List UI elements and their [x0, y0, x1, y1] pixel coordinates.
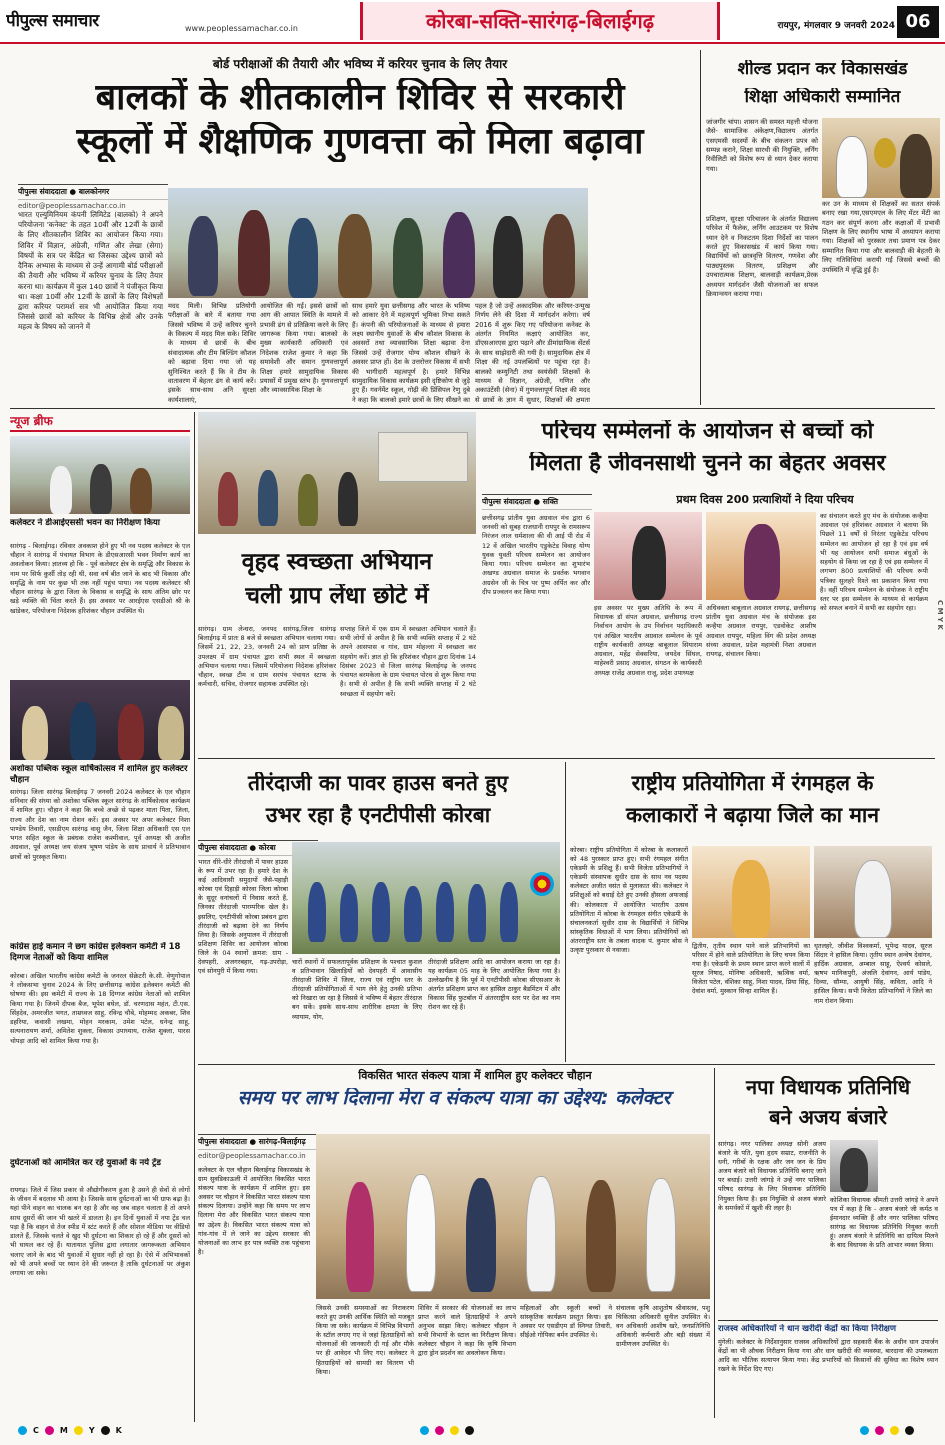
divider	[198, 758, 935, 759]
person-figure	[406, 1174, 436, 1292]
rangmahal-headline-1: राष्ट्रीय प्रतियोगिता में रंगमहल के	[631, 772, 874, 795]
yellow-dot	[74, 1426, 83, 1435]
person-figure	[840, 1148, 868, 1192]
student-figure	[543, 214, 575, 298]
parichay-byline: पीपुल्स संवाददाता ● सक्ति	[482, 494, 592, 510]
student-figure	[393, 218, 423, 298]
person-figure	[646, 1178, 676, 1292]
person-figure	[258, 470, 278, 526]
brief-2-title: अशोका पब्लिक स्कूल वार्षिकोत्सव में शामिल हुए कलेक्टर चौहान	[10, 764, 188, 785]
lead-byline: पीपुल्स संवाददाता ● बालकोनगर	[18, 184, 168, 200]
sankalp-col-4: महिलाओं और स्कूली बच्चों ने सांस्कृतिक कार्यक्रम प्रस्तुत किया। इस अवसर पर एसडीएम डॉ स्निग्धा तिवारी, सीईओ गोपिका बर्मन उपस्थित थे।	[520, 1304, 612, 1340]
person-figure	[836, 136, 868, 198]
dhan-body: मुंगेली। कलेक्टर के निर्देशानुसार राजस्व अधिकारियों द्वारा सहकारी बैंक के अधीन धान उपार्जन केंद्रों का भी औचक निरीक्षण किया गया और धान खरीदी की व्यवस्था, बारदाना की उपलब्धता आदि का भौतिक सत्यापन किया गया। केंद्र प्रभारियों को किसानों की सुविधा का विशेष ध्यान रखने के निर्देश दिए गए।	[718, 1338, 938, 1374]
lead-photo	[168, 188, 588, 298]
person-figure	[218, 472, 238, 526]
dhan-headline: राजस्व अधिकारियों ने धान खरीदी केंद्रों का किया निरीक्षण	[718, 1324, 897, 1334]
shield-intro: जांजगीर चांपा। शासन की समस्त महत्ती योजना जैसे- सामाजिक अंकेक्षण,विद्यालय अंतर्गत एसएमसी सदस्यों के बीच संकलन प्रपत्र को सम्पन्न कराने, शिक्षा सारथी की नियुक्ति, लर्निंग रिवीलिटी को विशेष रूप से ध्यान देकर कराया गया।	[706, 118, 818, 173]
divider	[718, 1320, 938, 1321]
sankalp-col-1: कलेक्टर के एल चौहान बिलाईगढ़ विकासखंड के ग्राम सुवडिकाऊली में आयोजित विकसित भारत संकल्प यात्रा के कार्यक्रम में शामिल हुए। इस अवसर पर चौहान ने विकसित भारत संकल्प यात्रा संकल्प दिलाया। उन्होंने कहा कि समय पर लाभ दिलाना मेरा और विकसित भारत संकल्प यात्रा का उद्देश्य है। विकसित भारत संकल्प यात्रा को गांव-गांव में ले जाने का उद्देश्य सरकार की योजनाओं का लाभ हर पात्र व्यक्ति तक पहुंचाना है।	[198, 1166, 310, 1256]
sankalp-headline: समय पर लाभ दिलाना मेरा व संकल्प यात्रा का उद्देश्य: कलेक्टर	[237, 1088, 671, 1109]
cleanliness-photo	[198, 412, 476, 534]
yellow-dot	[450, 1426, 459, 1435]
archery-byline: पीपुल्स संवाददाता ● कोरबा	[198, 840, 318, 856]
archer-figure	[308, 882, 326, 942]
parichay-subhead: प्रथम दिवस 200 प्रत्याशियों ने दिया परिचय	[676, 493, 854, 506]
person-figure	[158, 706, 184, 760]
person-figure	[900, 134, 932, 198]
person-figure	[338, 472, 358, 526]
archery-headline-1: तीरंदाजी का पावर हाउस बनते हुए	[247, 772, 509, 795]
rangmahal-col-2: धृतलहरे, जीवीश विश्वकर्मा, भूपेन्द्र यादव, सूरज सिंदार ने हासिल किया। तृतीय स्थान अन्वेष देवांगन, हार्दिक अग्रवाल, अम्बाल साहू, ऐश्वर्य कोसले, ऋषभ मानिकपुरी, अंजलि देवांगन, आर्य पांडेय, दिव्या, सौम्या, आयुषी सिंह, कविता, आदि ने हासिल किया। सभी विजेता प्रतिभागियों ने जिले का नाम रोशन किया।	[814, 942, 932, 1005]
cmyk-marks-left	[18, 1426, 122, 1435]
archery-col-3: तीरंदाजी प्रशिक्षण आदि का आयोजन कराया जा रहा है। यह कार्यक्रम 05 माह के लिए आयोजित किया गया है। उल्लेखनीय है कि पूर्व में एनटीपीसी कोरबा सीएसआर के अंतर्गत प्रशिक्षण प्राप्त कर हासिल ठाकुर बैडमिंटन में और विकास सिंह फुटबॉल में अंतरराष्ट्रीय स्तर पर देश का नाम रोशन कर रहे हैं।	[428, 958, 560, 1012]
banjare-col-2: कोशिका विधायक श्रीमती उत्तरी जांगड़े ने अपने पत्र में कहा है कि - अजय बंजारे जी कर्मठ व ईमानदार व्यक्ति हैं और नगर पालिका परिषद सारंगढ़ का विधायक प्रतिनिधि नियुक्त करती हूं। अजय बंजारे ने प्रतिनिधि का दायित्व मिलने के बाद विधायक के प्रति आभार व्यक्त किया।	[830, 1196, 938, 1250]
region-banner	[360, 2, 720, 40]
shield-col-2: कर उन के माध्यम से शिक्षकों का सतत संपर्क बनाए रखा गया,एसएमएल के लिए मेंटर मेंटी का गठन कर संपूर्ण करना और कक्षाओं में प्रभावी शिक्षण के लिए स्थानीय भाषा में अध्यापन कराया गया। शिक्षकों को पुरस्कार तथा प्रमाण पत्र देकर सम्मानित किया गया और बालवाड़ी की बेहतरी के लिए गतिविधियां करायी गईं जिससे बच्चों की उपस्थिति में वृद्धि हुई है।	[822, 200, 940, 274]
page-number: 06	[897, 6, 939, 38]
yellow-dot	[890, 1426, 899, 1435]
sankalp-kicker: विकसित भारत संकल्प यात्रा में शामिल हुए कलेक्टर चौहान	[358, 1069, 592, 1082]
sankalp-col-3: शिविर में सरकार की योजनाओं का लाभ प्राप्त करने वाले हितग्राहियों ने अपने अनुभव साझा किए। कलेक्टर चौहान ने सभी विभागों के स्टाल का निरीक्षण किया। कलेक्टर चौहान ने कहा कि कृषि विभाग द्वारा ड्रोन प्रदर्शन का अवलोकन किया।	[418, 1304, 516, 1358]
black-dot	[465, 1426, 474, 1435]
black-dot	[905, 1426, 914, 1435]
cyan-dot	[420, 1426, 429, 1435]
rangmahal-col-mid: द्वितीय, तृतीय स्थान पाने वाले प्रतिभागियों का परिसर में होने वाले प्रतियोगिता के लिए चयन किया गया है। एकेडमी के प्रथम स्थान प्राप्त करने वालों में सूरज निषाद, मोनिषा अधिकारी, ऋत्विक वर्मा, विजेता पटेल, वंशिका साहू, निशा यादव, प्रिया सिंह, देवांश वर्मा, मुस्कान सिन्हा शामिल हैं।	[692, 942, 810, 996]
brief-3-title: कांग्रेस हाई कमान ने छग कांग्रेस इलेक्शन कमेटी में 18 दिग्गज नेताओं को किया शामिल	[10, 942, 181, 963]
banjare-col-1: सारंगढ़। नगर पालिका अध्यक्ष सोनी अजय बंजारे के पति, युवा हृदय सम्राट, राजनीति के धनी, गरीबों के रक्षक और जन जन के प्रिय अजय बंजारे को विधायक प्रतिनिधि बनाए जाने पर बधाई। उत्तरी जांगड़े ने उन्हें नगर पालिका परिषद सारंगढ़ के लिए विधायक प्रतिनिधि नियुक्त किया है। इस नियुक्ति से अजय बंजारे के समर्थकों में खुशी की लहर है।	[718, 1140, 826, 1212]
divider	[714, 1068, 715, 1418]
cyan-label: C	[33, 1426, 39, 1435]
shield-photo	[822, 118, 940, 198]
cleanliness-col-1: सारंगढ़। ग्राम लेन्धरा, जनपद सारंगढ़,जिला सारंगढ़ बिलाईगढ़ में प्रातः 8 बजे से स्वच्छता अभियान चलाया गया। जिसमें 21, 22, 23, जनवरी 24 को प्राण प्रतिष्ठा के उपलक्ष्य में ग्राम पंचायत द्वारा सभी स्थल में स्वच्छता अभियान चलाया गया। जिसमें परियोजना निदेशक हरिशंकर चौहान, स्वच्छ टीम व ग्राम सरपंच पंचायत स्टाफ के कर्मचारी, सचिव, रोजगार सहायक उपस्थित रहे।	[198, 625, 336, 689]
news-brief-label	[10, 412, 190, 432]
student-figure	[238, 210, 270, 296]
rangmahal-headline-2: कलाकारों ने बढ़ाया जिले का मान	[626, 804, 879, 827]
brief-3-body: कोरबा। अखिल भारतीय कांग्रेस कमेटी के जनरल सेक्रेटरी के.सी. वेणुगोपाल ने लोकसभा चुनाव 2024 के लिए छत्तीसगढ़ कांग्रेस इलेक्शन कमेटी की घोषणा की। इस कमेटी में राज्य के 18 दिग्गज कांग्रेस नेताओं को शामिल किया गया है। जिनमें दीपक बैज, भूपेश बघेल, डॉ. चरणदास महंत, टी.एस. सिंहदेव, अमरजीत भगत, ताम्रध्वज साहू, रविन्द्र चौबे, मोहम्मद अकबर, शिव डहरिया, कवासी लखमा, मोहन मरकाम, उमेश पटेल, धनेन्द्र साहू, सत्यनारायण शर्मा, अमितेश शुक्ला, विकास उपाध्याय, राजेश शुक्ला, पारस चोपड़ा आदि को शामिल किया गया है।	[10, 972, 190, 1045]
cmyk-marks-right	[860, 1426, 914, 1435]
black-label: K	[115, 1426, 122, 1435]
lead-col-4b: साथ हमारे युवा छत्तीसगढ़ और भारत के भविष्य को आकार देने में महत्वपूर्ण भूमिका निभा सकते हैं। कंपनी की परियोजनाओं के माध्यम से हमारा लक्ष्य स्थानीय युवाओं के बीच कौशल विकास के अवसरों तथा व्यावसायिक शिक्षा बढ़ावा देना जिससे उन्हें रोजगार योग्य कौशल सीखने के अवसर प्राप्त हों। देश के उत्तरोत्तर विकास में सभी की भागीदारी महत्वपूर्ण है। हमारे विभिन्न सामुदायिक विकास कार्यक्रम इसी दृष्टिकोण से जुड़े हुए हैं। गवर्नमेंट स्कूल, गोढ़ी की प्रिंसिपल रेणु दुबे ने कहा कि बालको इमारे छात्रों के लिए सीखने का	[352, 302, 470, 404]
brief-photo-1	[10, 436, 190, 514]
divider	[565, 762, 566, 1062]
sankalp-email[interactable]: editor@peoplessamachar.co.in	[198, 1152, 306, 1160]
cyan-dot	[860, 1426, 869, 1435]
archer-figure	[500, 882, 518, 942]
student-figure	[338, 214, 372, 298]
archer-figure	[372, 882, 390, 942]
masthead	[0, 0, 945, 44]
archer-figure	[404, 886, 422, 942]
parichay-photo-1	[594, 512, 702, 600]
black-dot	[101, 1426, 110, 1435]
issue-date: रायपुर, मंगलवार 9 जनवरी 2024	[777, 21, 895, 31]
person-figure	[130, 468, 152, 514]
lead-col-2: मदद मिली। विभिन्न प्रतियोगी परीक्षाओं के बारे में बताया गया जिससे भविष्य में उन्हें करियर चुनने के विकल्प में मदद मिल सके। शिविर के माध्यम से छात्रों के बीच संवादात्मक और टीम बिल्डिंग कौशल को बढ़ावा दिया गया जो यह सुनिश्चित करते हैं कि वे टीम के वातावरण में बेहतर ढंग से कार्य करें। इसके साथ-साथ अनि सुरक्षा कार्यशालाएं,	[168, 302, 256, 404]
yellow-label: Y	[88, 1426, 95, 1435]
website[interactable]: www.peoplessamachar.co.in	[185, 24, 298, 33]
person-figure	[632, 526, 666, 600]
side-cmyk: C M Y K	[936, 600, 944, 630]
parichay-headline-1: परिचय सम्मेलनों के आयोजन से बच्चों को	[541, 420, 874, 444]
shield-headline-2: शिक्षा अधिकारी सम्मानित	[744, 88, 901, 107]
archer-figure	[468, 884, 486, 942]
person-figure	[70, 702, 96, 760]
banjare-photo	[830, 1140, 878, 1192]
person-figure	[298, 474, 318, 526]
sankalp-byline: पीपुल्स संवाददाता ● सारंगढ़-बिलाईगढ़	[198, 1134, 338, 1150]
person-figure	[90, 464, 112, 514]
banjare-headline-1: नपा विधायक प्रतिनिधि	[745, 1076, 911, 1099]
cleanliness-headline-2: चली ग्राप लेंधा छोटे में	[245, 584, 429, 609]
brief-2-body: सारंगढ़। जिला सारंगढ़ बिलाईगढ़ 7 जनवरी 2024 कलेक्टर के एल चौहान सनिवार की संध्या को अशोका पब्लिक स्कूल सारंगढ़ के वार्षिकोत्सव कार्यक्रम में शामिल हुए। चौहान ने कहा कि बच्चे अच्छे से पढ़कर माता पिता, जिला, राज्य और देश का नाम रोशन करें। इस अवसर पर अपर कलेक्टर निशा पाण्डेय तिवारी, एसडीएम सारंगढ़ वासु जैन, जिला शिक्षा अधिकारी एस एल भगत सहित स्कूल के प्रबंधक राजेश कश्मीवाल, पूर्व अध्यक्ष श्री अजीत अग्रवाल, पूर्व अध्यक्ष जय संजय भूषण पांडेय के साथ प्राचार्य ने प्रतिभावान छात्रों को पुरस्कृत किया।	[10, 788, 190, 861]
logo[interactable]	[6, 4, 146, 38]
parichay-headline-2: मिलता है जीवनसाथी चुनने का बेहतर अवसर	[529, 452, 886, 476]
magenta-dot	[875, 1426, 884, 1435]
magenta-label: M	[59, 1426, 68, 1435]
archery-col-2: चारों स्थानों में सफलतापूर्वक प्रशिक्षण के पश्चात कुशल व प्रतिभावान खिलाड़ियों को देवपहरी में आवासीय तीरंदाजी शिविर में जिला, राज्य एवं राष्ट्रीय स्तर के तीरंदाजी प्रतियोगिताओं में भाग लेने हेतु उनकी प्रतिभा को निखारा जा रहा है जिससे वे भविष्य में बेहतर तीरंदाज बन सकें। इसके साथ-साथ शारीरिक क्षमता के लिए व्यायाम, योग,	[292, 958, 422, 1021]
divider	[198, 1064, 935, 1065]
student-figure	[188, 216, 218, 296]
parichay-byline-block	[482, 494, 592, 512]
brief-photo-2	[10, 680, 190, 760]
target-icon	[530, 872, 554, 896]
lead-col-3: आयोजित की गईं। इससे छात्रों को आग की आपात स्थिति के मामले में प्रभावी ढंग से प्रतिक्रिया करने के लिए जागरूक किया गया। बालको के मुख्य कार्यकारी अधिकारी एवं निदेशक राजेश कुमार ने कहा कि समावेशी और समान गुणवत्तापूर्ण शिक्षा हमारे सामुदायिक विकास प्रयासों में प्रमुख स्तंभ है। गुणवत्तापूर्ण और व्यावसायिक शिक्षा के	[260, 302, 348, 395]
sankalp-col-2: जिससे उनकी समस्याओं का निराकरण करते हुए उनकी आर्थिक स्थिति को मजबूत किया जा सके। कार्यक्रम में विभिन्न विभागों के स्टॉल लगाए गए थे जहां हितग्राहियों को योजनाओं की जानकारी दी गई और मौके पर ही आवेदन भी लिए गए। कलेक्टर ने हितग्राहियों को सामग्री का वितरण भी किया।	[316, 1304, 414, 1376]
lead-col-1: भारत एल्युमिनियम कंपनी लिमिटेड (बालको) ने अपने परियोजना 'कनेक्ट' के तहत 10वीं और 12वीं के छात्रों के लिए शीतकालीन शिविर का आयोजन किया गया। शिविर में विज्ञान, अंग्रेजी, गणित और लेखा (सेगा) विषयों के सत्र पर केंद्रित था जिसका उद्देश्य छात्रों को दैनिक अभ्यास के माध्यम से उन्हें आगामी बोर्ड परीक्षाओं की तैयारी और भविष्य में करियर चुनाव के लिए तैयार करना था। कार्यक्रम में कुल 140 छात्रों ने पंजीकृत किया था। कक्षा 10वीं और 12वीं के छात्रों के लिए विशेषज्ञों द्वारा करियर परामर्श सत्र भी आयोजित किया गया जिससे छात्रों को करियर के विभिन्न क्षेत्रों और उनके महत्व के विषय को जानने में	[18, 210, 163, 332]
magenta-dot	[435, 1426, 444, 1435]
parichay-col-3: अधिवक्ता बाबूलाल अग्रवाल रायगढ़, छत्तीसगढ़ प्रांतीय युवा अग्रवाल मंच के संयोजक इस कन्हैया अग्रवाल रायपुर, एडवोकेट आशीष अग्रवाल रायपुर, महिला विंग की प्रदेश अध्यक्ष संध्या अग्रवाल, प्रदेश महामंत्री निशा अग्रवाल रायगढ़, संचालन किया।	[706, 604, 816, 659]
lead-email[interactable]: editor@peoplessamachar.co.in	[18, 202, 126, 210]
rangmahal-photo-2	[814, 846, 932, 938]
brief-4-body: रायगढ़। जिले में जिस प्रकार से औद्योगीकरण हुआ है उसने ही सेवों से लोगों के जीवन में बदलाव भी आया है। जिसके साथ दुर्घटनाओं का भी ग्राफ बढ़ा है। यहां पीने वाहन का चालक बन रहा है और वह जब वाहन चलाता है तो अपने साथ दूसरों की जान भी खतरे में डालता है। इन दिनों युवाओं में नया ट्रेंड चल पड़ा है कि वाहन से तेज स्पीड में स्टंट करते हैं और सोशल मीडिया पर वीडियो डालते हैं, जिसके चलते वे खुद भी दुर्घटना का शिकार हो रहे हैं और दूसरों को भी घायल कर रहे हैं। यातायात पुलिस द्वारा लगातार जागरूकता अभियान चलाए जाने के बाद भी युवाओं में सुधार नहीं हो रहा है। ऐसे में अभिभावकों को भी अपने बच्चों पर ध्यान देने की जरूरत है ताकि दुर्घटनाओं पर अंकुश लगाया जा सके।	[10, 1186, 190, 1277]
person-figure	[526, 1176, 556, 1292]
magenta-dot	[45, 1426, 54, 1435]
archery-photo	[292, 842, 560, 954]
rangmahal-photo-1	[692, 846, 810, 938]
person-figure	[744, 524, 780, 600]
person-figure	[466, 1178, 496, 1292]
student-figure	[288, 218, 318, 298]
parichay-col-1: छत्तीसगढ़ प्रांतीय युवा अग्रवाल मंच द्वारा 6 जनवरी को सुबह राजधानी रायपुर के रामसरूप निरंजन लाल धर्मशाला की वी आई पी रोड में 12 वें अखिल भारतीय एडुकेटेड विवाह योग्य युवक युवती परिचय सम्मेलन का आयोजन किया गया। परिचय सम्मेलन का शुभारंभ अखण्ड अग्रवाल समाज के प्रवर्तक भगवान अग्रसेन जी के चित्र पर पुष्प अर्पित कर और दीप प्रज्वलन कर किया गया।	[482, 514, 590, 596]
lead-col-5: पहल है जो उन्हें अकादमिक और करियर-उन्मुख निर्णय लेने की दिशा में मार्गदर्शन करेगा। वर्ष 2016 में शुरू किए गए परियोजना कनेक्ट के अंतर्गत नियमित कक्षाएं आयोजित कर, डॉएसआरएस द्वारा पढ़ाने और डीमांग्राफिक सेंटर्स के साथ साझेदारी की गयी है। सामुदायिक क्षेत्र में शिक्षा की नई उपलब्धियों पर पहुंचा रहा है। बालको कम्युनिटी तथा स्वयंसेवी शिक्षकों के माध्यम से विज्ञान, अंग्रेजी, गणित और अकाउंटेंसी (सेना) में गुणवत्तापूर्ण शिक्षा की मदद से छात्रों के ज्ञान में सुधार, शिक्षकों की क्षमता	[475, 302, 590, 404]
rangmahal-col-1: कोरबा। राष्ट्रीय प्रतियोगिता में कोरबा के कलाकारों को 48 पुरस्कार प्राप्त हुए। सभी रंगमहल संगीत एकेडमी के प्रशिक्षु हैं। सभी विजेता प्रतिभागियों ने एकेडमी संस्थापक सुधीर दास के साथ नव पदस्थ कलेक्टर अजीत वसंत से मुलाकात की। कलेक्टर ने प्रशिक्षुओं को बधाई देते हुए उनकी हौसला अफजाई की। कोलकाता में आयोजित भारतीय उत्सव प्रतियोगिता में कोरबा के रंगमहल संगीत एकेडमी के संचालनकर्ता सुधीर दास के विद्यार्थियों ने विभिन्न सांस्कृतिक विधाओं में भाग लिया। प्रतियोगियों को अंतरराष्ट्रीय स्तर के तबला वादक पं. कुमार बोस ने उत्कृष्ट पुरस्कार से नवाजा।	[570, 846, 688, 955]
person-figure	[50, 466, 72, 514]
cleanliness-col-2: सप्ताह जिले में एक ग्राम में स्वच्छता अभियान चलाते हैं। सभी लोगों से अपील है कि सभी व्यक्ति सप्ताह में 2 घंटे अपने आसपास व गांव, ग्राम मोहल्ला में स्वच्छता कर सहयोग करें। ज्ञात हो कि हरिशंकर चौहान द्वारा दिनांक 14 दिसंबर 2023 से जिला सारंगढ़ बिलाईगढ़ के जनपद पंचायत बरमकेला के ग्राम पंचायत पोरथ से शुरू किया गया है। सभी से अपील है कि सभी व्यक्ति सप्ताह में 2 घंटे स्वच्छता में सहयोग करें।	[340, 625, 476, 698]
divider	[10, 408, 935, 409]
logo-text: पीपुल्स समाचार	[6, 11, 99, 31]
person-figure	[586, 1180, 616, 1292]
brief-1-title: कलेक्टर ने डीआईएससी भवन का निरीक्षण किया	[10, 518, 161, 528]
person-figure	[732, 860, 770, 938]
lead-headline-2: स्कूलों में शैक्षणिक गुणवत्ता को मिला बढ़ावा	[76, 122, 644, 162]
brief-1-body: सारंगढ़ - बिलाईगढ़। रविवार अवकाश होने हुए भी नव पदस्थ कलेक्टर के एल चौहान ने सारंगढ़ में पंचायत विभाग के डीएसआरसी भवन निर्माण कार्य का अवलोकन किया। ज्ञातव्य हो कि - पूर्व कलेक्टर क्षेत्र के समृद्धि और विकास के नाम पर सिर्फ कुर्सी तोड़ रही थी, सवा वर्ष बीत जाने के बाद भी विकास और समृद्धि के नाम पर कुछ भी तक नहीं पहुंच पाया। नव पदस्थ कलेक्टर श्री चौहान सारंगढ़ के द्वारा जिला के विकास व समृद्धि के साथ अंतिम छोर पर खड़े व्यक्ति की चिंता करते हैं। इस अवसर पर आरईएस एसडीओ श्री के खांडेकर, परियोजना निदेशक हरिशंकर चौहान उपस्थित थे।	[10, 542, 190, 615]
person-figure	[854, 860, 892, 938]
banjare-headline-2: बने अजय बंजारे	[769, 1106, 887, 1129]
news-brief-text: न्यूज ब्रीफ	[10, 414, 53, 428]
parichay-photo-2	[706, 512, 816, 600]
archer-figure	[436, 882, 454, 942]
brief-4-title: दुर्घटनाओं को आमंत्रित कर रहे युवाओं के नये ट्रेंड	[10, 1158, 161, 1168]
archer-figure	[340, 884, 358, 942]
shield-headline-1: शील्ड प्रदान कर विकासखंड	[737, 60, 908, 79]
cmyk-marks-center	[420, 1426, 474, 1435]
student-figure	[493, 216, 523, 298]
divider	[194, 412, 195, 1422]
archery-headline-2: उभर रहा है एनटीपीसी कोरबा	[265, 804, 491, 827]
lead-kicker: बोर्ड परीक्षाओं की तैयारी और भविष्य में करियर चुनाव के लिए तैयार	[212, 57, 508, 71]
cleanliness-headline-1: वृहद स्वच्छता अभियान	[241, 550, 433, 575]
divider	[700, 50, 701, 405]
archery-col-1: भारत धीरे-धीरे तीरंदाजी में पावर हाउस के रूप में उभर रहा है। हमारे देश के कई आदिवासी समुदायों जैसे-पहाड़ी कोरबा एवं दिहाड़ी कोरवा जिला कोरबा के सुदूर वनांचलों में निवास करते हैं, जिनका तीरंदाजी पारम्परिक खेल है। इसलिए, एनटीपीसी कोरबा प्रबंधन द्वारा तीरंदाजी को बढ़ावा देने का निर्णय लिया है। जिसके अनुपालन में तीरंदाजी प्रशिक्षण शिविर का आयोजन कोरबा जिले के 04 स्थानों क्रमश: ग्राम - देवपहरी, अजगरबहार, गढ़-उपरोड़ा, एवं सोनपुरी में किया गया।	[198, 858, 288, 976]
person-figure	[118, 704, 144, 760]
parichay-col-2: इस अवसर पर मुख्य अतिथि के रूप में विधायक डॉ संपत अग्रवाल, छत्तीसगढ़ राज्य निर्वाचन आयोग के उप निर्वाचन पदाधिकारी एवं अखिल भारतीय अग्रवाल सम्मेलन के पूर्व राष्ट्रीय कार्यकारी अध्यक्ष बाबूलाल सियाराम अग्रवाल, महेंद्र सेक्सरिया, जयदेव सिंघल, माहेश्वरी प्रसाद अग्रवाल, संगठन के कार्यकारी अध्यक्ष राजेंद्र अग्रवाल राजू, प्रदेश उपाध्यक्ष	[594, 604, 702, 677]
building-shape	[378, 432, 468, 482]
sankalp-photo	[316, 1134, 710, 1299]
parichay-col-4: का संचालन करते हुए मंच के संयोजक कन्हैया अग्रवाल एवं हरिशंकर अग्रवाल ने बताया कि पिछले 11 वर्षों से निरंतर एडुकेटेड परिचय सम्मेलन का आयोजन हो रहा है एवं इस वर्ष भी यह आयोजन सभी समाज बंधुओं के सहयोग से किया जा रहा है एवं इस सम्मेलन में लगभग 800 प्रत्याशियों की परिचय रूपी पत्रिका सुलहरे रिश्ते का प्रकाशन किया गया है। वहीं परिचय सम्मेलन के संयोजक ने राष्ट्रीय स्तर पर इस सम्मेलन के माध्यम से कार्यक्रम को सफल बनाने में सभी का सहयोग रहा।	[820, 512, 928, 613]
sankalp-col-5: संचालक कृषि आशुतोष श्रीवास्तव, पशु चिकित्सा अधिकारी सुनील उपस्थित थे। वन अधिकारी आशीष खरे, जनप्रतिनिधि अधिकारी कर्मचारी और बड़ी संख्या में ग्रामीणजन उपस्थित थे।	[616, 1304, 710, 1349]
cyan-dot	[18, 1426, 27, 1435]
region-title: कोरबा-सक्ति-सारंगढ़-बिलाईगढ़	[425, 9, 655, 33]
trophy-icon	[874, 138, 896, 168]
student-figure	[443, 212, 475, 298]
lead-headline-1: बालकों के शीतकालीन शिविर से सरकारी	[95, 78, 625, 118]
person-figure	[22, 706, 48, 760]
shield-col-1: प्रशिक्षण, सुरक्षा परिचालन के अंतर्गत विद्यालय परिवेश में फैलेक, लर्निंग आउटकम पर विशेष ध्यान देने व निकटतम दिशा निर्देशों का पालन करते हुए विकासखंड में कार्य किया गया। विद्यार्थियों को छात्रवृत्ति वितरण, गणवेश और पाठ्यपुस्तक वितरण, प्रशिक्षण और उपचारात्मक शिक्षण, बालवाड़ी कार्यक्रम,प्रेरक अध्ययन मार्गदर्शन जैसी योजनाओं का सफल क्रियान्वयन कराया गया।	[706, 215, 818, 298]
lead-byline-block	[18, 184, 168, 210]
person-figure	[346, 1182, 374, 1292]
